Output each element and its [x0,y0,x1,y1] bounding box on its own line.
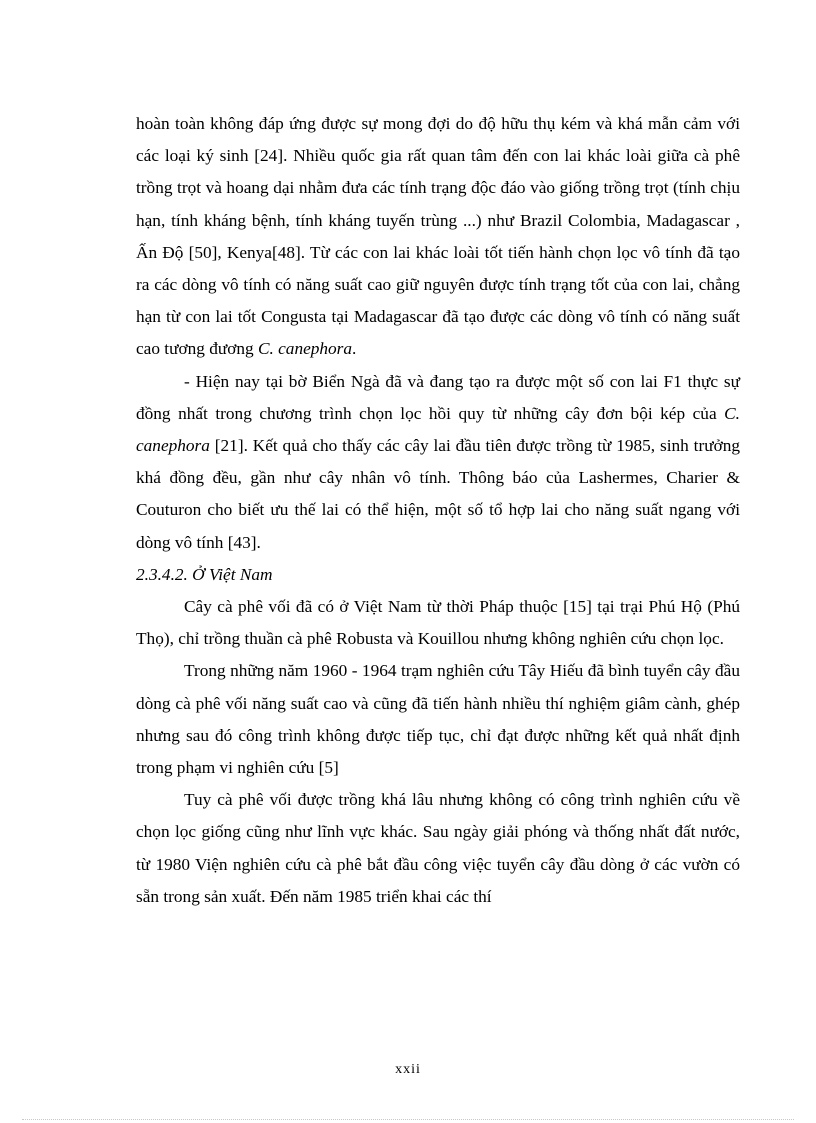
species-name: C. canephora [136,403,740,456]
paragraph-2-start: - Hiện nay tại bờ Biển Ngà đã và đang tạo ra được một số con lai F1 thực sự đồng nhất trong chương trình chọn lọc hồi quy từ những cây đơn bội kép của [136,371,740,423]
species-name: C. canephora [257,339,353,359]
section-heading: 2.3.4.2. Ở Việt Nam [136,564,273,584]
paragraph-1-text: hoàn toàn không đáp ứng được sự mong đợi do độ hữu thụ kém và khá mẫn cảm với các loại ký sinh [24]. Nhiều quốc gia rất quan tâm đến con lai khác loài giữa cà phê trồng trọt và hoang dại nhằm đưa các tính trạng độc đáo vào giống trồng trọt (tính chịu hạn, tính kháng bệnh, tính kháng tuyến trùng ...) như Brazil Colombia, Madagascar , Ấn Độ [50], Kenya[48]. Từ các con lai khác loài tốt tiến hành chọn lọc vô tính đã tạo ra các dòng vô tính có năng suất cao giữ nguyên được tính trạng tốt của con lai, chẳng hạn từ con lai tốt Congusta tại Madagascar đã tạo được các dòng vô tính có năng suất cao tương đương [136,114,740,359]
paragraph-2 [136,366,740,559]
page-number: xxii [395,1062,421,1077]
paragraph-5: Tuy cà phê vối được trồng khá lâu nhưng không có công trình nghiên cứu về chọn lọc giống cũng như lĩnh vực khác. Sau ngày giải phóng và thống nhất đất nước, từ 1980 Viện nghiên cứu cà phê bắt đầu công việc tuyển cây đầu dòng ở các vườn có sẵn trong sản xuất. Đến năm 1985 triển khai các thí [136,790,740,906]
page-bottom-divider [22,1119,794,1120]
paragraph-4: Trong những năm 1960 - 1964 trạm nghiên cứu Tây Hiếu đã bình tuyển cây đầu dòng cà phê vối năng suất cao và cũng đã tiến hành nhiều thí nghiệm giâm cành, ghép nhưng sau đó công trình không được tiếp tục, chỉ đạt được những kết quả nhất định trong phạm vi nghiên cứu [5] [136,661,740,778]
paragraph-1-end: . [352,339,357,359]
paragraph-2-rest: [21]. Kết quả cho thấy các cây lai đầu tiên được trồng từ 1985, sinh trưởng khá đồng đều, gần như cây nhân vô tính. Thông báo của Lashermes, Charier & Couturon cho biết ưu thế lai có thể hiện, một số tổ hợp lai cho năng suất ngang với dòng vô tính [43]. [136,436,740,552]
paragraph-3: Cây cà phê vối đã có ở Việt Nam từ thời Pháp thuộc [15] tại trại Phú Hộ (Phú Thọ), chỉ trồng thuần cà phê Robusta và Kouillou nhưng không nghiên cứu chọn lọc. [136,597,740,649]
document-body [136,108,740,913]
paragraph-1 [136,108,740,366]
